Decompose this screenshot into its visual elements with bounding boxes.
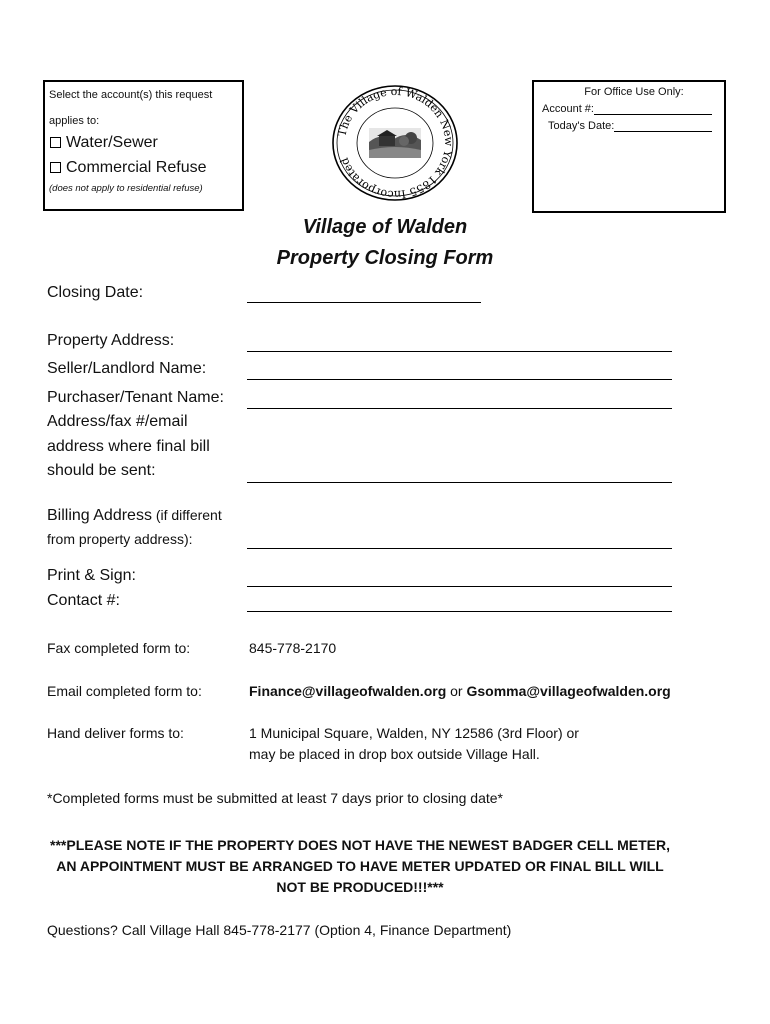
residential-note: (does not apply to residential refuse)	[49, 183, 203, 194]
water-sewer-label: Water/Sewer	[66, 134, 158, 151]
account-intro-2: applies to:	[49, 115, 100, 127]
village-title: Village of Walden	[302, 216, 468, 238]
final-bill-label-2: address where final bill	[47, 438, 210, 455]
seal-text: The Village of Walden New York 1855 Incorporated	[335, 84, 456, 202]
email-addresses	[249, 681, 671, 702]
commercial-refuse-checkbox[interactable]	[50, 162, 61, 173]
billing-address-label-2: from property address):	[47, 531, 193, 547]
seal-landscape	[369, 128, 421, 158]
seller-name-field[interactable]	[247, 379, 672, 380]
account-number-line[interactable]	[594, 101, 712, 115]
seller-name-label: Seller/Landlord Name:	[47, 360, 207, 377]
property-address-field[interactable]	[247, 351, 672, 352]
hand-deliver-label: Hand deliver forms to:	[47, 725, 184, 741]
commercial-refuse-option[interactable]	[49, 158, 238, 177]
deadline-note: *Completed forms must be submitted at least 7 days prior to closing date*	[47, 790, 503, 806]
office-use-box	[532, 80, 726, 213]
account-intro: Select the account(s) this request	[49, 89, 213, 101]
questions-line: Questions? Call Village Hall 845-778-2177 (Option 4, Finance Department)	[47, 922, 512, 938]
village-seal	[331, 84, 459, 202]
contact-label: Contact #:	[47, 592, 120, 609]
billing-address-field[interactable]	[247, 548, 672, 549]
todays-date-line[interactable]	[614, 118, 712, 132]
fax-number: 845-778-2170	[249, 640, 337, 656]
billing-address-qualifier: (if different	[151, 507, 222, 523]
commercial-refuse-label: Commercial Refuse	[66, 159, 207, 176]
hand-deliver-address-2: may be placed in drop box outside Village Hall.	[249, 746, 540, 762]
email-or: or	[446, 683, 467, 699]
water-sewer-option[interactable]	[49, 133, 238, 152]
final-bill-field[interactable]	[247, 482, 672, 483]
form-title: Property Closing Form	[276, 247, 494, 269]
property-address-label: Property Address:	[47, 332, 175, 349]
purchaser-name-field[interactable]	[247, 408, 672, 409]
finance-email-link[interactable]: Finance@villageofwalden.org	[249, 683, 447, 699]
todays-date-label: Today's Date:	[548, 120, 615, 132]
closing-date-label: Closing Date:	[47, 284, 144, 301]
print-sign-field[interactable]	[247, 586, 672, 587]
todays-date-row	[534, 118, 724, 135]
meter-warning-3: NOT BE PRODUCED!!!***	[276, 879, 444, 895]
contact-field[interactable]	[247, 611, 672, 612]
account-selection-box	[43, 80, 244, 211]
office-use-title: For Office Use Only:	[584, 86, 684, 98]
billing-address-label	[47, 503, 222, 528]
gsomma-email-link[interactable]: Gsomma@villageofwalden.org	[466, 683, 671, 699]
water-sewer-checkbox[interactable]	[50, 137, 61, 148]
account-number-row	[534, 101, 724, 118]
fax-label: Fax completed form to:	[47, 640, 191, 656]
meter-warning-2: AN APPOINTMENT MUST BE ARRANGED TO HAVE METER UPDATED OR FINAL BILL WILL	[56, 858, 664, 874]
meter-warning-1: ***PLEASE NOTE IF THE PROPERTY DOES NOT HAVE THE NEWEST BADGER CELL METER,	[50, 837, 670, 853]
billing-address-text: Billing Address	[47, 507, 152, 524]
hand-deliver-address-1: 1 Municipal Square, Walden, NY 12586 (3rd Floor) or	[249, 725, 579, 741]
closing-date-field[interactable]	[247, 302, 481, 303]
account-number-label: Account #:	[542, 103, 594, 115]
print-sign-label: Print & Sign:	[47, 567, 136, 584]
final-bill-label-1: Address/fax #/email	[47, 413, 188, 430]
purchaser-name-label: Purchaser/Tenant Name:	[47, 389, 224, 406]
email-label: Email completed form to:	[47, 683, 202, 699]
final-bill-label-3: should be sent:	[47, 462, 156, 479]
